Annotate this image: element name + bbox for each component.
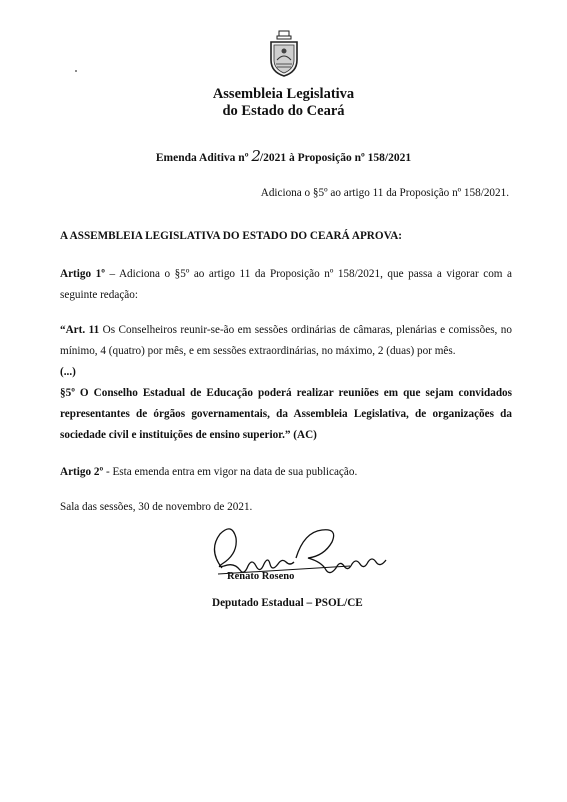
document-title [0,147,567,165]
signer-role: Deputado Estadual – PSOL/CE [212,597,363,609]
article-2 [60,462,512,483]
signer-name: Renato Roseno [227,571,295,582]
org-name-line1: Assembleia Legislativa [212,86,355,102]
place-date: Sala das sessões, 30 de novembro de 2021. [60,501,253,513]
article-1-text: – Adiciona o §5º ao artigo 11 da Proposição nº 158/2021, que passa a vigorar com a seguinte redação: [60,268,512,301]
article-2-text: - Esta emenda entra em vigor na data de sua publicação. [103,466,358,478]
art-11-text: Os Conselheiros reunir-se-ão em sessões ordinárias de câmaras, plenárias e comissões, no mínimo, 4 (quatro) por mês, e em sessões extraordinárias, no máximo, 2 (duas) por mês. [60,324,512,357]
enacting-clause: A ASSEMBLEIA LEGISLATIVA DO ESTADO DO CEARÁ APROVA: [60,230,403,242]
paragraph-5: §5º O Conselho Estadual de Educação poderá realizar reuniões em que sejam convidados representantes de órgãos governamentais, da Assembleia Legislativa, de organizações da sociedade civil e instituições de ensino superior.” (AC) [60,387,512,441]
article-1 [60,264,512,306]
coat-of-arms-icon [266,30,302,78]
ellipsis: (...) [60,366,76,378]
handwritten-number: 2 [251,147,260,165]
scan-speck [75,70,77,72]
quoted-text [60,320,512,446]
org-name-line2: do Estado do Ceará [222,103,345,119]
ementa: Adiciona o §5º ao artigo 11 da Proposição nº 158/2021. [260,187,509,199]
title-prefix: Emenda Aditiva nº [155,152,252,164]
title-suffix: /2021 à Proposição nº 158/2021 [259,152,412,164]
art-11-paragraph [60,320,512,362]
art-11-label: “Art. 11 [60,324,100,336]
article-2-label: Artigo 2º [60,466,104,478]
article-1-label: Artigo 1º [60,268,105,280]
